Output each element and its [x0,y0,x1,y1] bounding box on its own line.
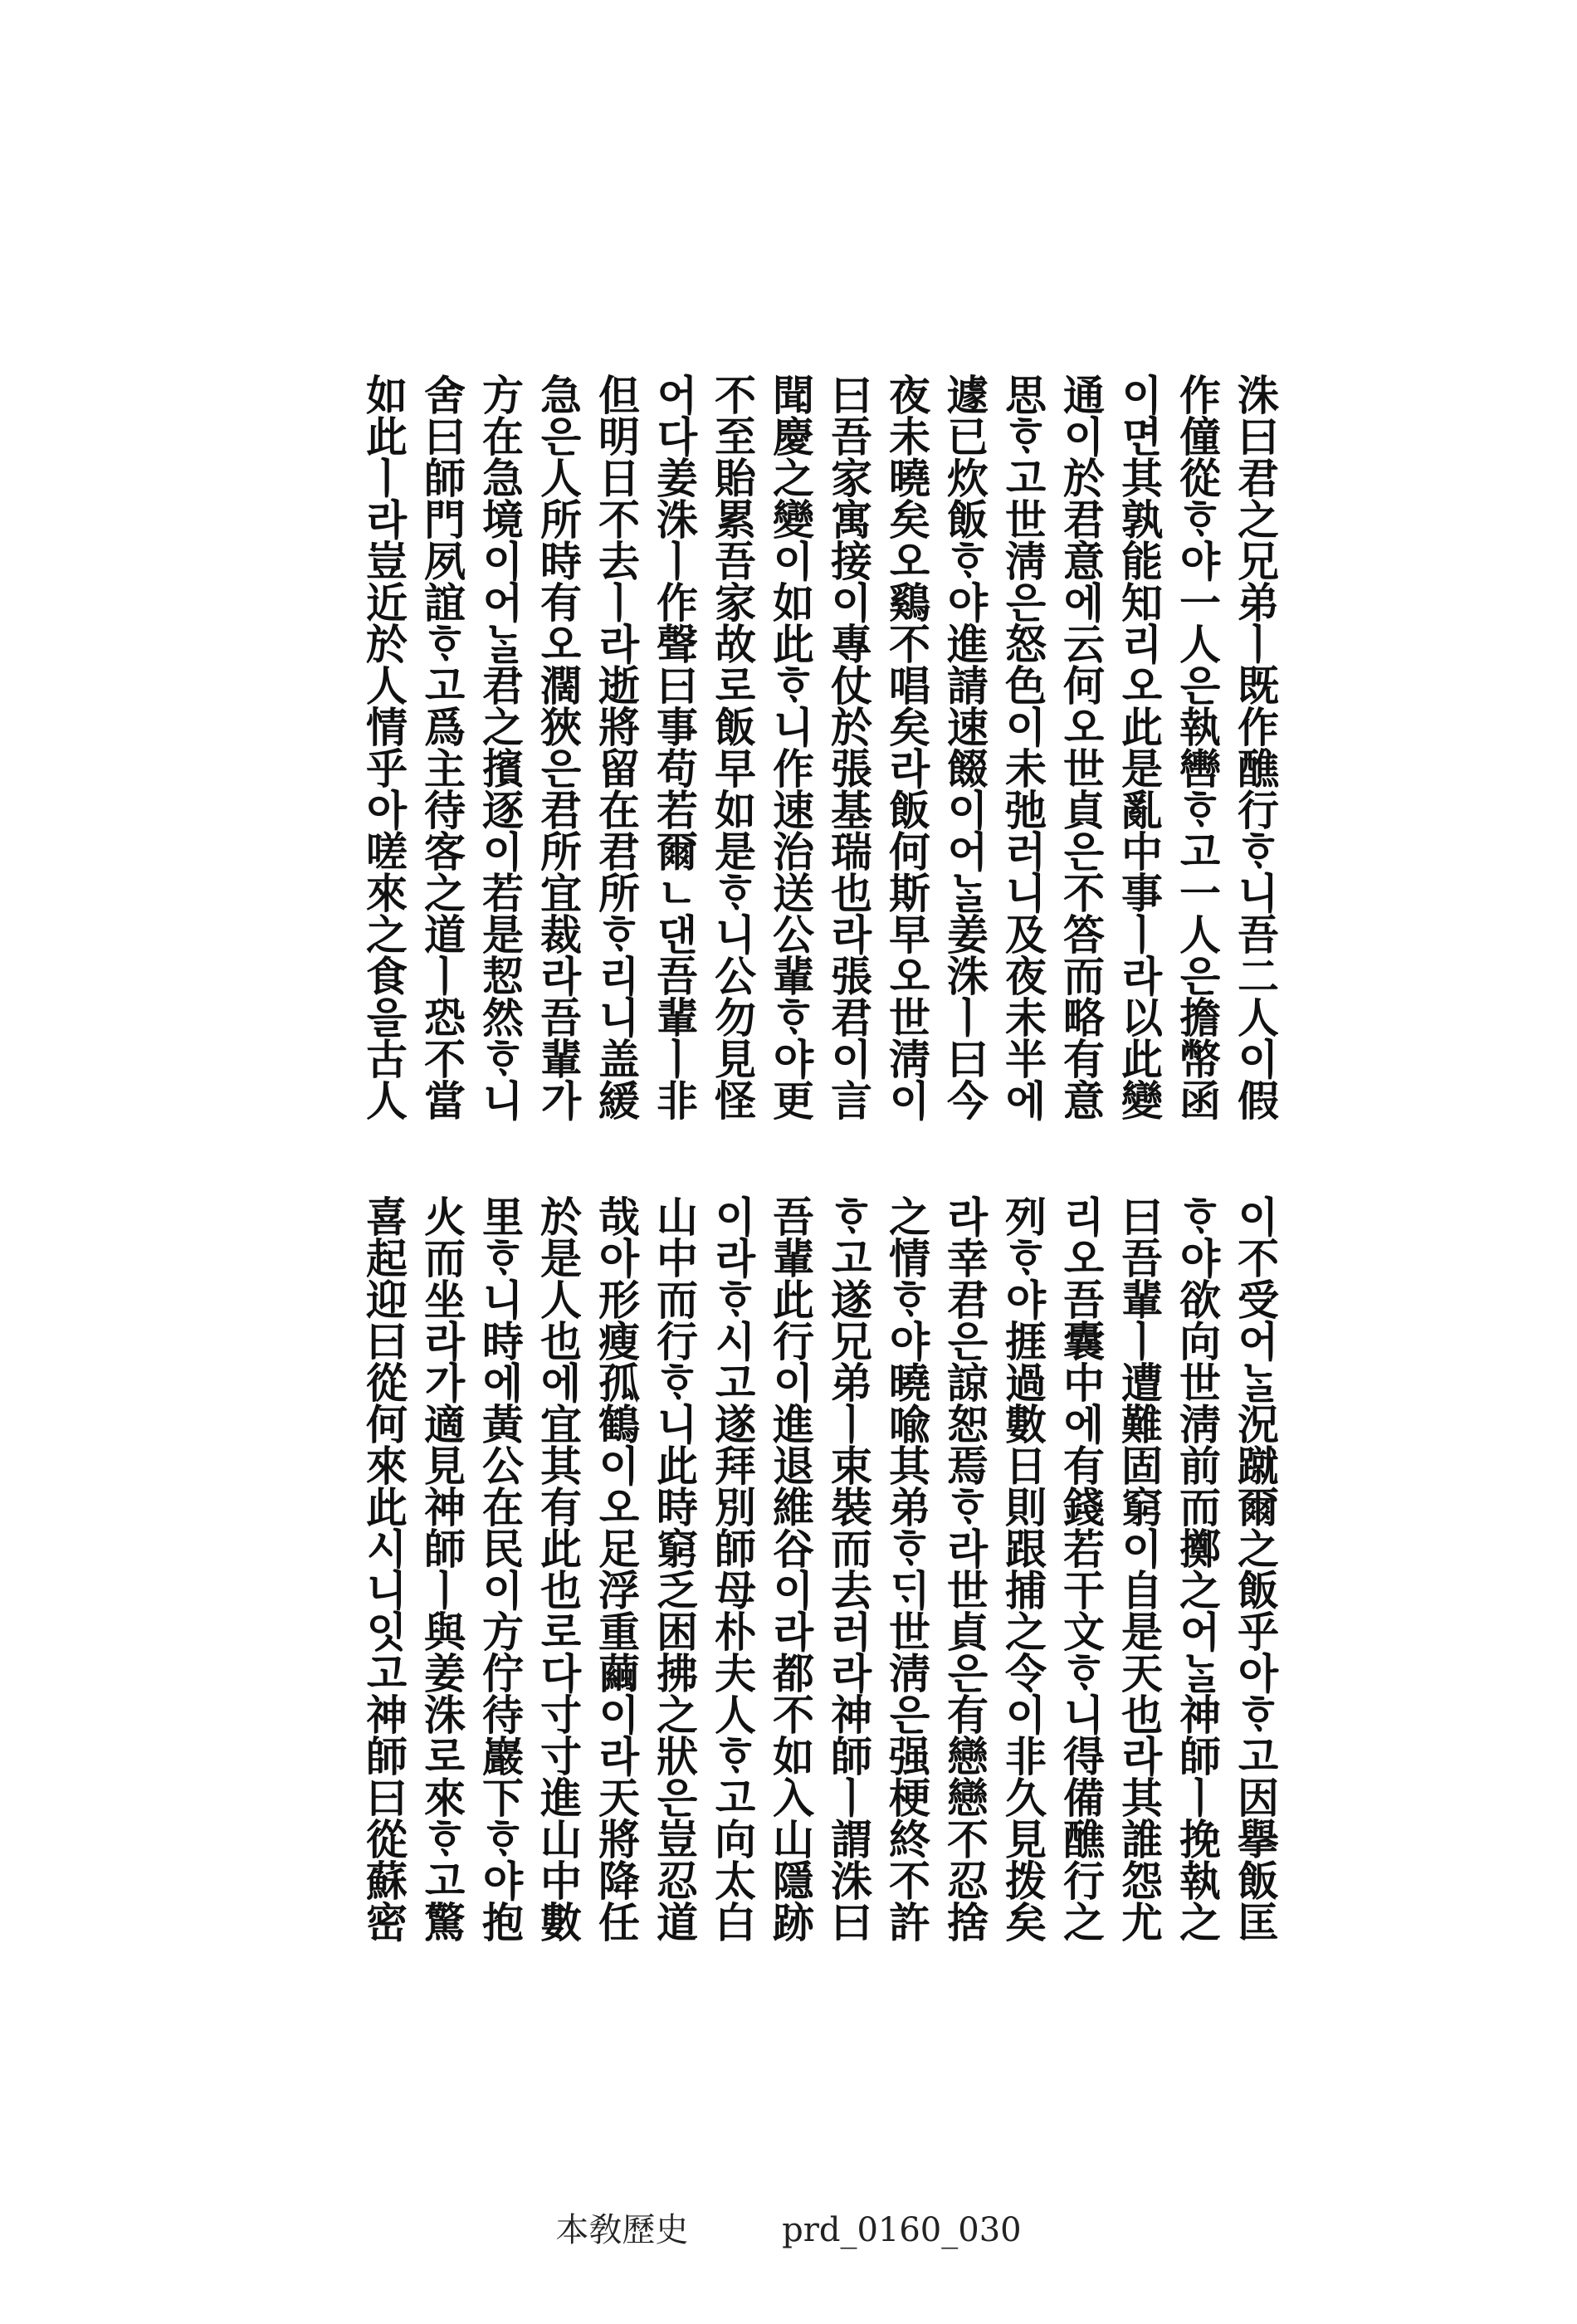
footer-title: 本敎歷史 [555,2211,689,2249]
text-column: 遽已炊飯ᄒᆞ야進請速餟이어ᄂᆞᆯ姜洙ㅣ曰今 [940,374,989,1120]
text-column: 舍曰師門夙誼ᄒᆞ고爲主待客之道ㅣ恐不當 [417,374,466,1120]
text-column: 里ᄒᆞ니時에黃公在民이方佇待巖下ᄒᆞ야抱 [476,1195,525,1942]
text-column: 吾輩此行이進退維谷이라都不如入山隱跡 [766,1195,815,1942]
text-column: 리오吾囊中에有錢若干文ᄒᆞ니得備醮行之 [1057,1195,1106,1942]
text-column: 方在急境이어ᄂᆞᆯ君之擯逐이若是恝然ᄒᆞ니 [476,374,525,1120]
text-column: ᄒᆞ야欲向世淸前而擲之어ᄂᆞᆯ神師ㅣ挽執之 [1173,1195,1222,1942]
text-column: 但明日不去ㅣ라逝將留在君所ᄒᆞ리니盖緩 [592,374,641,1120]
text-column: 어다姜洙ㅣ作聲曰事苟若爾ㄴ댄吾輩ㅣ非 [650,374,699,1120]
text-column: 思ᄒᆞ고世淸은怒色이未弛러니及夜未半에 [998,374,1047,1120]
text-column: 通이於君意에云何오世貞은不答而略有意 [1057,374,1106,1120]
text-column: 聞慶之變이如此ᄒᆞ니作速治送公輩ᄒᆞ야更 [766,374,815,1120]
text-column: 라幸君은諒恕焉ᄒᆞ라世貞은有戀戀不忍捨 [940,1195,989,1942]
text-column: 山中而行ᄒᆞ니此時窮乏困拂之狀은豈忍道 [650,1195,699,1942]
text-column: 如此ㅣ라豈近於人情乎아嗟來之食을古人 [359,374,408,1120]
text-column: 火而坐라가適見神師ㅣ與姜洙로來ᄒᆞ고驚 [417,1195,466,1942]
text-column: 曰吾輩ㅣ遭難固窮이自是天也라其誰怨尤 [1115,1195,1164,1942]
text-column: 列ᄒᆞ야捱過數日則跟捕之令이非久見拨矣 [998,1195,1047,1942]
text-column: 夜未曉矣오鷄不唱矣라飯何斯早오世淸이 [882,374,931,1120]
text-column: 之情ᄒᆞ야曉喩其弟ᄒᆞᄃᆡ世淸은强梗終不許 [882,1195,931,1942]
text-column: 於是人也에宜其有此也로다寸寸進山中數 [534,1195,583,1942]
text-column: 急은人所時有오濶狹은君所宜裁라吾輩가 [534,374,583,1120]
footer-page-code: prd_0160_030 [782,2211,1022,2249]
text-column: 이면其孰能知리오此是亂中事ㅣ라以此變 [1115,374,1164,1120]
page-footer [0,2204,1577,2251]
text-column: 洙曰君之兄弟ㅣ既作醮行ᄒᆞ니吾二人이假 [1231,374,1280,1120]
text-column: 이不受어ᄂᆞᆯ況蹴爾之飯乎아ᄒᆞ고因擧飯匡 [1231,1195,1280,1942]
text-column: 不至貽累吾家故로飯早如是ᄒᆞ니公勿見怪 [708,374,757,1120]
text-column: 作僮從ᄒᆞ야一人은執轡ᄒᆞ고一人은擔幣函 [1173,374,1222,1120]
text-block-top [303,374,1282,1179]
text-block-bottom [303,1195,1282,2000]
text-column: 哉아形瘦孤鶴이오足浮重繭이라天將降任 [592,1195,641,1942]
text-column: 曰吾家寓接이專仗於張基瑞也라張君이言 [824,374,873,1120]
text-column: 喜起迎曰從何來此시니잇고神師曰從蘇密 [359,1195,408,1942]
text-column: ᄒᆞ고遂兄弟ㅣ束裝而去러라神師ㅣ謂洙曰 [824,1195,873,1942]
text-column: 이라ᄒᆞ시고遂拜別師母朴夫人ᄒᆞ고向太白 [708,1195,757,1942]
